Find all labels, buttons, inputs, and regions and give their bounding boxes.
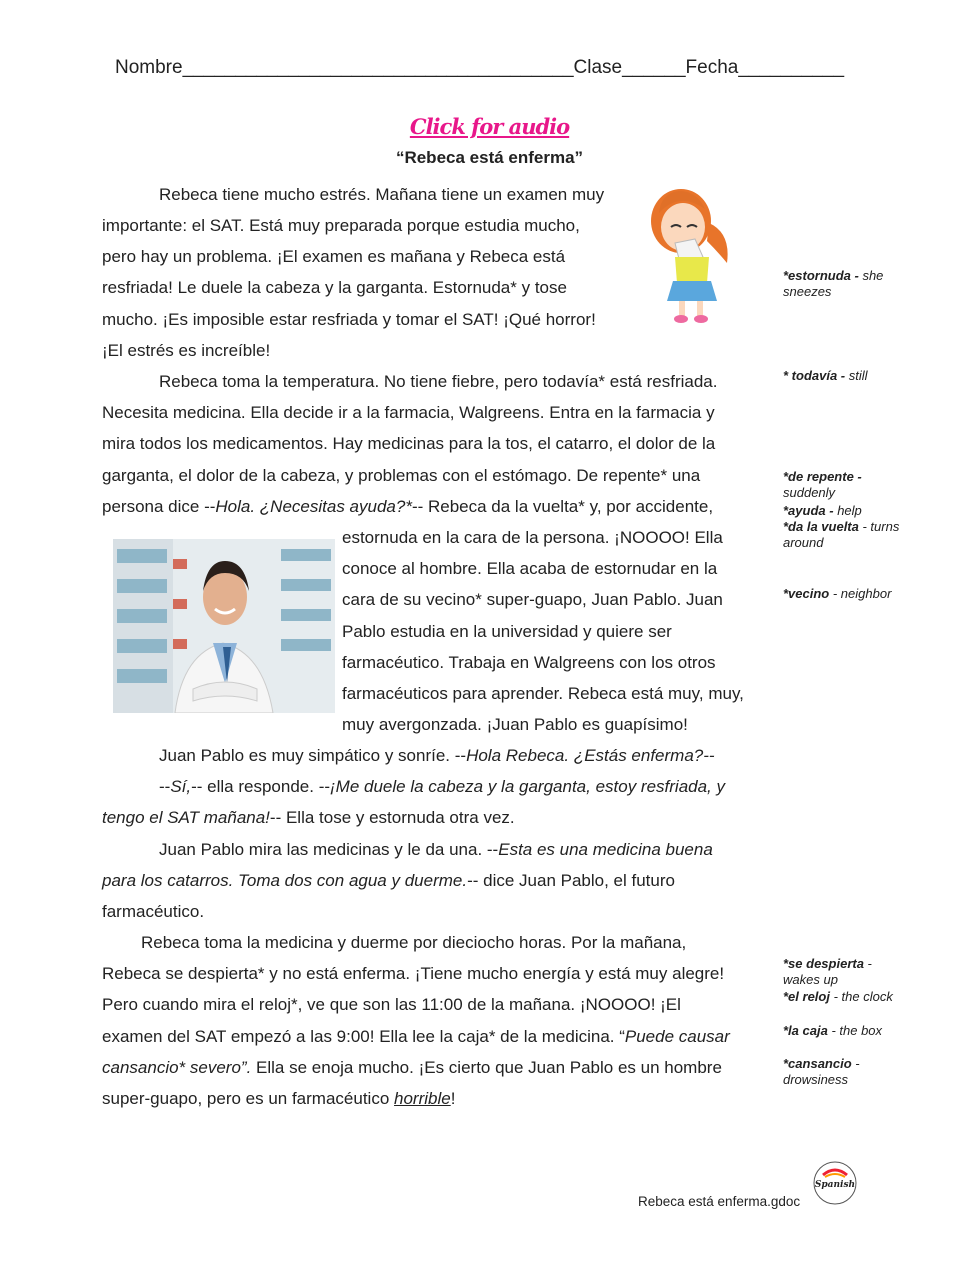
text-segment: mucho. ¡Es imposible estar resfriada y tomar el SAT! ¡Qué horror! — [102, 310, 596, 329]
text-segment: Juan Pablo mira las medicinas y le da una. -- — [159, 840, 499, 859]
text-segment: Rebeca se despierta* y no está enferma. ¡Tiene mucho energía y está muy alegre! — [102, 964, 725, 983]
glossary-term: * todavía - — [783, 368, 846, 383]
glossary-entry — [783, 1023, 903, 1039]
text-segment: ¡Me duele la cabeza y la garganta, estoy resfriada, y — [330, 777, 726, 796]
glossary-term: *estornuda - — [783, 268, 859, 283]
text-segment: garganta, el dolor de la cabeza, y problemas con el estómago. De repente* una — [102, 466, 701, 485]
text-segment: Rebeca tiene mucho estrés. Mañana tiene un examen muy — [159, 185, 605, 204]
story-title: “Rebeca está enferma” — [395, 148, 584, 167]
story-line — [159, 840, 713, 860]
glossary-definition: suddenly — [783, 485, 836, 500]
spanish-logo — [813, 1161, 857, 1205]
pharmacist-photo — [113, 539, 335, 713]
story-line — [159, 746, 715, 766]
glossary-definition: - wakes up — [783, 956, 872, 987]
story-line — [342, 653, 716, 673]
text-segment: muy avergonzada. ¡Juan Pablo es guapísimo! — [342, 715, 688, 734]
story-line — [102, 964, 724, 984]
text-segment: horrible — [394, 1089, 451, 1108]
text-segment: ¡El estrés es increíble! — [102, 341, 271, 360]
story-line — [102, 995, 681, 1015]
glossary-entry — [783, 268, 903, 300]
story-line — [159, 185, 604, 205]
text-segment: Hola Rebeca. ¿Estás enferma?-- — [466, 746, 715, 765]
glossary-definition: - drowsiness — [783, 1056, 860, 1087]
story-line — [342, 715, 688, 735]
glossary-entry — [783, 519, 923, 551]
story-line — [342, 528, 723, 548]
text-segment: Juan Pablo es muy simpático y sonríe. -- — [159, 746, 467, 765]
glossary-entry — [783, 956, 893, 988]
text-segment: -- ella responde. -- — [191, 777, 331, 796]
glossary-term: *cansancio — [783, 1056, 852, 1071]
glossary-term: *ayuda - — [783, 503, 834, 518]
glossary-entry — [783, 586, 923, 602]
text-segment: Pero cuando mira el reloj*, ve que son las 11:00 de la mañana. ¡NOOOO! ¡El — [102, 995, 681, 1014]
glossary-entry — [783, 1056, 893, 1088]
text-segment: examen del SAT empezó a las 9:00! Ella lee la caja* de la medicina. “ — [102, 1027, 625, 1046]
text-segment: Esta es una medicina buena — [498, 840, 713, 859]
story-line — [159, 372, 717, 392]
glossary-entry — [783, 503, 903, 519]
text-segment: Hola. ¿Necesitas ayuda?* — [215, 497, 412, 516]
text-segment: cara de su vecino* super-guapo, Juan Pablo. Juan — [342, 590, 723, 609]
text-segment: farmacéuticos para aprender. Rebeca está muy, muy, — [342, 684, 744, 703]
story-line — [102, 1089, 455, 1109]
text-segment: Puede causar — [624, 1027, 730, 1046]
glossary-definition: still — [845, 368, 868, 383]
glossary-definition: she sneezes — [783, 268, 884, 299]
story-line — [102, 216, 580, 236]
story-line — [102, 497, 713, 517]
text-segment: Pablo estudia en la universidad y quiere ser — [342, 622, 672, 641]
story-line — [102, 434, 715, 454]
text-segment: -- — [159, 777, 171, 796]
story-line — [102, 310, 596, 330]
story-line — [102, 341, 270, 361]
text-segment: importante: el SAT. Está muy preparada porque estudia mucho, — [102, 216, 580, 235]
glossary-definition: help — [833, 503, 862, 518]
glossary-term: *la caja — [783, 1023, 828, 1038]
story-line — [102, 902, 204, 922]
text-segment: mira todos los medicamentos. Hay medicinas para la tos, el catarro, el dolor de la — [102, 434, 716, 453]
text-segment: Necesita medicina. Ella decide ir a la farmacia, Walgreens. Entra en la farmacia y — [102, 403, 715, 422]
glossary-definition: - the clock — [829, 989, 893, 1004]
text-segment: conoce al hombre. Ella acaba de estornudar en la — [342, 559, 718, 578]
story-line — [159, 777, 725, 797]
glossary-entry — [783, 989, 923, 1005]
text-segment: persona dice -- — [102, 497, 216, 516]
story-line — [342, 559, 717, 579]
story-line — [102, 808, 515, 828]
glossary-entry — [783, 368, 903, 384]
glossary-term: *el reloj — [783, 989, 830, 1004]
glossary-term: *da la vuelta — [783, 519, 859, 534]
text-segment: super-guapo, pero es un farmacéutico — [102, 1089, 395, 1108]
story-line — [102, 871, 675, 891]
story-line — [342, 622, 672, 642]
glossary-term: *de repente - — [783, 469, 862, 484]
story-line — [102, 1027, 730, 1047]
story-line — [102, 466, 700, 486]
text-segment: -- Rebeca da la vuelta* y, por accidente, — [411, 497, 714, 516]
audio-link[interactable]: Click for audio — [409, 114, 570, 139]
glossary-term: *se despierta — [783, 956, 864, 971]
glossary-definition: - turns around — [783, 519, 900, 550]
glossary-definition: - the box — [827, 1023, 883, 1038]
glossary-entry — [783, 469, 883, 501]
text-segment: para los catarros. Toma dos con agua y duerme. — [102, 871, 468, 890]
text-segment: estornuda en la cara de la persona. ¡NOOOO! Ella — [342, 528, 723, 547]
text-segment: Sí, — [170, 777, 192, 796]
text-segment: -- Ella tose y estornuda otra vez. — [269, 808, 515, 827]
glossary-term: *vecino — [783, 586, 830, 601]
text-segment: resfriada! Le duele la cabeza y la garganta. Estornuda* y tose — [102, 278, 567, 297]
sneezing-girl-illustration — [645, 183, 737, 325]
story-line — [342, 684, 744, 704]
text-segment: Ella se enoja mucho. ¡Es cierto que Juan Pablo es un hombre — [251, 1058, 722, 1077]
story-line — [102, 278, 567, 298]
text-segment: farmacéutico. — [102, 902, 205, 921]
text-segment: -- dice Juan Pablo, el futuro — [467, 871, 675, 890]
text-segment: tengo el SAT mañana! — [102, 808, 270, 827]
story-line — [102, 247, 565, 267]
text-segment: pero hay un problema. ¡El examen es mañana y Rebeca está — [102, 247, 566, 266]
glossary-definition: - neighbor — [829, 586, 892, 601]
logo-text: Spanish — [814, 1180, 856, 1190]
text-segment: Rebeca toma la medicina y duerme por dieciocho horas. Por la mañana, — [141, 933, 687, 952]
text-segment: cansancio* severo”. — [102, 1058, 252, 1077]
story-line — [102, 403, 715, 423]
story-line — [141, 933, 686, 953]
name-class-date-header: Nombre_____________________________________Clase______Fecha__________ — [115, 57, 845, 78]
story-line — [342, 590, 723, 610]
text-segment: Rebeca toma la temperatura. No tiene fiebre, pero todavía* está resfriada. — [159, 372, 718, 391]
footer-filename: Rebeca está enferma.gdoc — [638, 1194, 801, 1209]
text-segment: ! — [450, 1089, 456, 1108]
story-line — [102, 1058, 722, 1078]
text-segment: farmacéutico. Trabaja en Walgreens con los otros — [342, 653, 716, 672]
